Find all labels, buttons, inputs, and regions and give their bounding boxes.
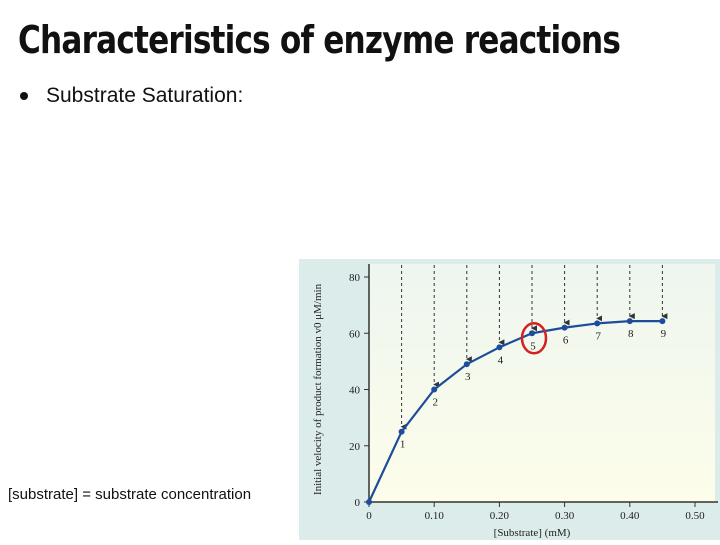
y-tick-label: 80	[349, 272, 360, 284]
data-point	[627, 318, 633, 324]
x-tick-label: 0.40	[620, 510, 640, 522]
bullet-point	[20, 84, 243, 108]
data-point-label: 1	[399, 438, 406, 451]
slide-title: Characteristics of enzyme reactions	[18, 18, 621, 62]
data-point-label: 8	[628, 328, 634, 341]
x-tick-label: 0.10	[424, 510, 444, 522]
data-point-label: 2	[432, 396, 438, 409]
y-tick-label: 60	[349, 328, 360, 341]
data-point	[659, 318, 665, 324]
y-tick-label: 40	[349, 384, 360, 397]
x-tick-label: 0	[366, 510, 372, 522]
data-point-label: 7	[595, 330, 601, 343]
data-point	[431, 387, 437, 393]
y-tick-label: 20	[349, 440, 360, 453]
data-point-label: 9	[660, 328, 667, 341]
footnote: [substrate] = substrate concentration	[8, 486, 252, 503]
data-point	[464, 361, 470, 367]
data-point	[496, 344, 502, 350]
y-axis-label: Initial velocity of product formation v0 μM/min	[312, 283, 324, 496]
data-point-label: 6	[562, 334, 569, 347]
x-tick-label: 0.20	[489, 510, 510, 522]
plot-area-background	[369, 264, 715, 502]
data-point	[594, 320, 600, 326]
bullet-dot-icon	[20, 92, 28, 100]
x-tick-label: 0.30	[554, 510, 575, 522]
data-point	[562, 325, 568, 331]
data-point-label: 5	[530, 340, 536, 353]
data-point-label: 3	[465, 371, 471, 384]
y-tick-label: 0	[354, 497, 360, 509]
saturation-chart	[299, 259, 720, 540]
chart-svg	[299, 259, 720, 540]
data-point-label: 4	[497, 354, 504, 367]
x-axis-label: [Substrate] (mM)	[493, 527, 571, 539]
bullet-text: Substrate Saturation:	[46, 84, 244, 107]
data-point	[529, 330, 535, 336]
x-tick-label: 0.50	[685, 510, 705, 522]
data-point	[399, 429, 405, 435]
data-point	[366, 499, 372, 505]
